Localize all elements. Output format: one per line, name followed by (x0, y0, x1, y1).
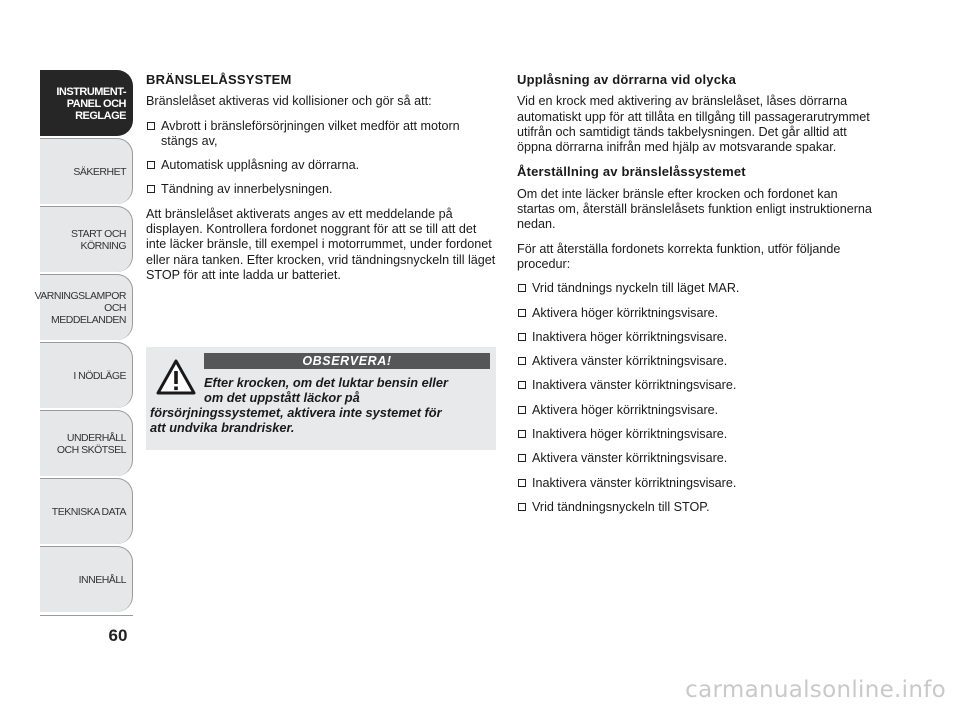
tab-underhall[interactable] (40, 410, 133, 476)
tab-label: TEKNISKA DATA (51, 505, 126, 518)
list-item (146, 119, 496, 150)
list-item-text: Aktivera vänster körriktningsvisare. (532, 354, 728, 369)
list-item-text: Aktivera höger körriktningsvisare. (532, 305, 719, 320)
warning-line: försörjningssystemet, aktivera inte systemet för (150, 405, 442, 420)
checkbox-bullet-icon (518, 430, 526, 438)
list-item-text: Inaktivera höger körriktningsvisare. (532, 329, 728, 344)
list-item-text: Aktivera höger körriktningsvisare. (532, 402, 719, 417)
body-text: Att bränslelåset aktiverats anges av ett meddelande på displayen. Kontrollera fordonet noggrant för att se till att det inte läcker bränsle, till exempel i motorrummet, under fordonet eller nära tanken. Efter krocken, vrid tändningsnyckeln till läget STOP för att inte ladda ur batteriet. (146, 206, 496, 282)
checkbox-bullet-icon (147, 161, 155, 169)
intro-text: Bränslelåset aktiveras vid kollisioner och gör så att: (146, 94, 432, 109)
list-item (517, 451, 877, 466)
tab-instrumentpanel[interactable] (40, 70, 133, 136)
body-text: Vid en krock med aktivering av bränslelåset, låses dörrarna automatiskt upp för att tillåta en tillgång till passagerarutrymmet utifrån och samtidigt tänds takbelysningen. Det går alltid att öppna dörrarna inifrån med hjälp av motsvarande spakar. (517, 94, 870, 155)
warning-box (146, 347, 496, 450)
right-column (517, 72, 877, 524)
checkbox-bullet-icon (147, 122, 155, 130)
checkbox-bullet-icon (518, 357, 526, 365)
tab-label: UNDERHÅLL OCH SKÖTSEL (56, 431, 126, 456)
list-item-text: Inaktivera vänster körriktningsvisare. (532, 475, 737, 490)
list-item (517, 354, 877, 369)
list-item-text: Tändning av innerbelysningen. (161, 182, 333, 197)
tab-label: START OCH KÖRNING (70, 227, 126, 252)
list-item-text: Inaktivera vänster körriktningsvisare. (532, 378, 737, 393)
tab-innehall[interactable] (40, 546, 133, 612)
checkbox-bullet-icon (518, 406, 526, 414)
checkbox-bullet-icon (518, 503, 526, 511)
body-text: För att återställa fordonets korrekta funktion, utför följande procedur: (517, 241, 841, 271)
list-item-text: Avbrott i bränsleförsörjningen vilket medför att motorn stängs av, (161, 118, 460, 148)
checkbox-bullet-icon (518, 454, 526, 462)
list-item (517, 281, 877, 296)
section-title: BRÄNSLELÅSSYSTEM (146, 72, 292, 87)
list-item-text: Vrid tändnings nyckeln till läget MAR. (532, 281, 740, 296)
list-item (517, 378, 877, 393)
sidebar-divider (40, 615, 133, 616)
warning-header: OBSERVERA! (204, 353, 490, 369)
tab-label: VARNINGSLAMPOR OCH MEDDELANDEN (34, 289, 126, 326)
checkbox-bullet-icon (518, 381, 526, 389)
tab-label: INNEHÅLL (78, 573, 126, 586)
list-item (146, 158, 496, 173)
list-item-text: Automatisk upplåsning av dörrarna. (161, 158, 360, 173)
tab-start-och-korning[interactable] (40, 206, 133, 272)
tab-sakerhet[interactable] (40, 138, 133, 204)
list-item (517, 476, 877, 491)
list-item (517, 427, 877, 442)
page-number: 60 (108, 626, 128, 645)
warning-line: att undvika brandrisker. (150, 420, 295, 435)
warning-line: Efter krocken, om det luktar bensin eller (204, 375, 448, 390)
list-item (517, 330, 877, 345)
body-text: Om det inte läcker bränsle efter krocken och fordonet kan startas om, återställ bränslelåsets funktion enligt instruktionerna nedan. (517, 186, 872, 232)
warning-text (150, 375, 490, 435)
list-item (517, 500, 877, 515)
chapter-sidebar (34, 70, 133, 614)
checkbox-bullet-icon (518, 333, 526, 341)
warning-line: om det uppstått läckor på (204, 390, 360, 405)
subsection-title: Upplåsning av dörrarna vid olycka (517, 72, 736, 87)
list-item (517, 306, 877, 321)
tab-label: I NÖDLÄGE (73, 369, 126, 382)
list-item-text: Aktivera vänster körriktningsvisare. (532, 451, 728, 466)
list-item (146, 182, 496, 197)
tab-label: SÄKERHET (73, 165, 126, 178)
list-item-text: Vrid tändningsnyckeln till STOP. (532, 499, 710, 514)
checkbox-bullet-icon (518, 309, 526, 317)
checkbox-bullet-icon (147, 185, 155, 193)
checkbox-bullet-icon (518, 284, 526, 292)
tab-i-nodlage[interactable] (40, 342, 133, 408)
tab-tekniska-data[interactable] (40, 478, 133, 544)
watermark: carmanualsonline.info (685, 677, 946, 703)
tab-label: INSTRUMENT- PANEL OCH REGLAGE (56, 85, 126, 122)
list-item-text: Inaktivera höger körriktningsvisare. (532, 427, 728, 442)
left-column (146, 72, 496, 292)
subsection-title: Återställning av bränslelåssystemet (517, 164, 746, 180)
checkbox-bullet-icon (518, 479, 526, 487)
tab-varningslampor[interactable] (34, 274, 133, 340)
list-item (517, 403, 877, 418)
